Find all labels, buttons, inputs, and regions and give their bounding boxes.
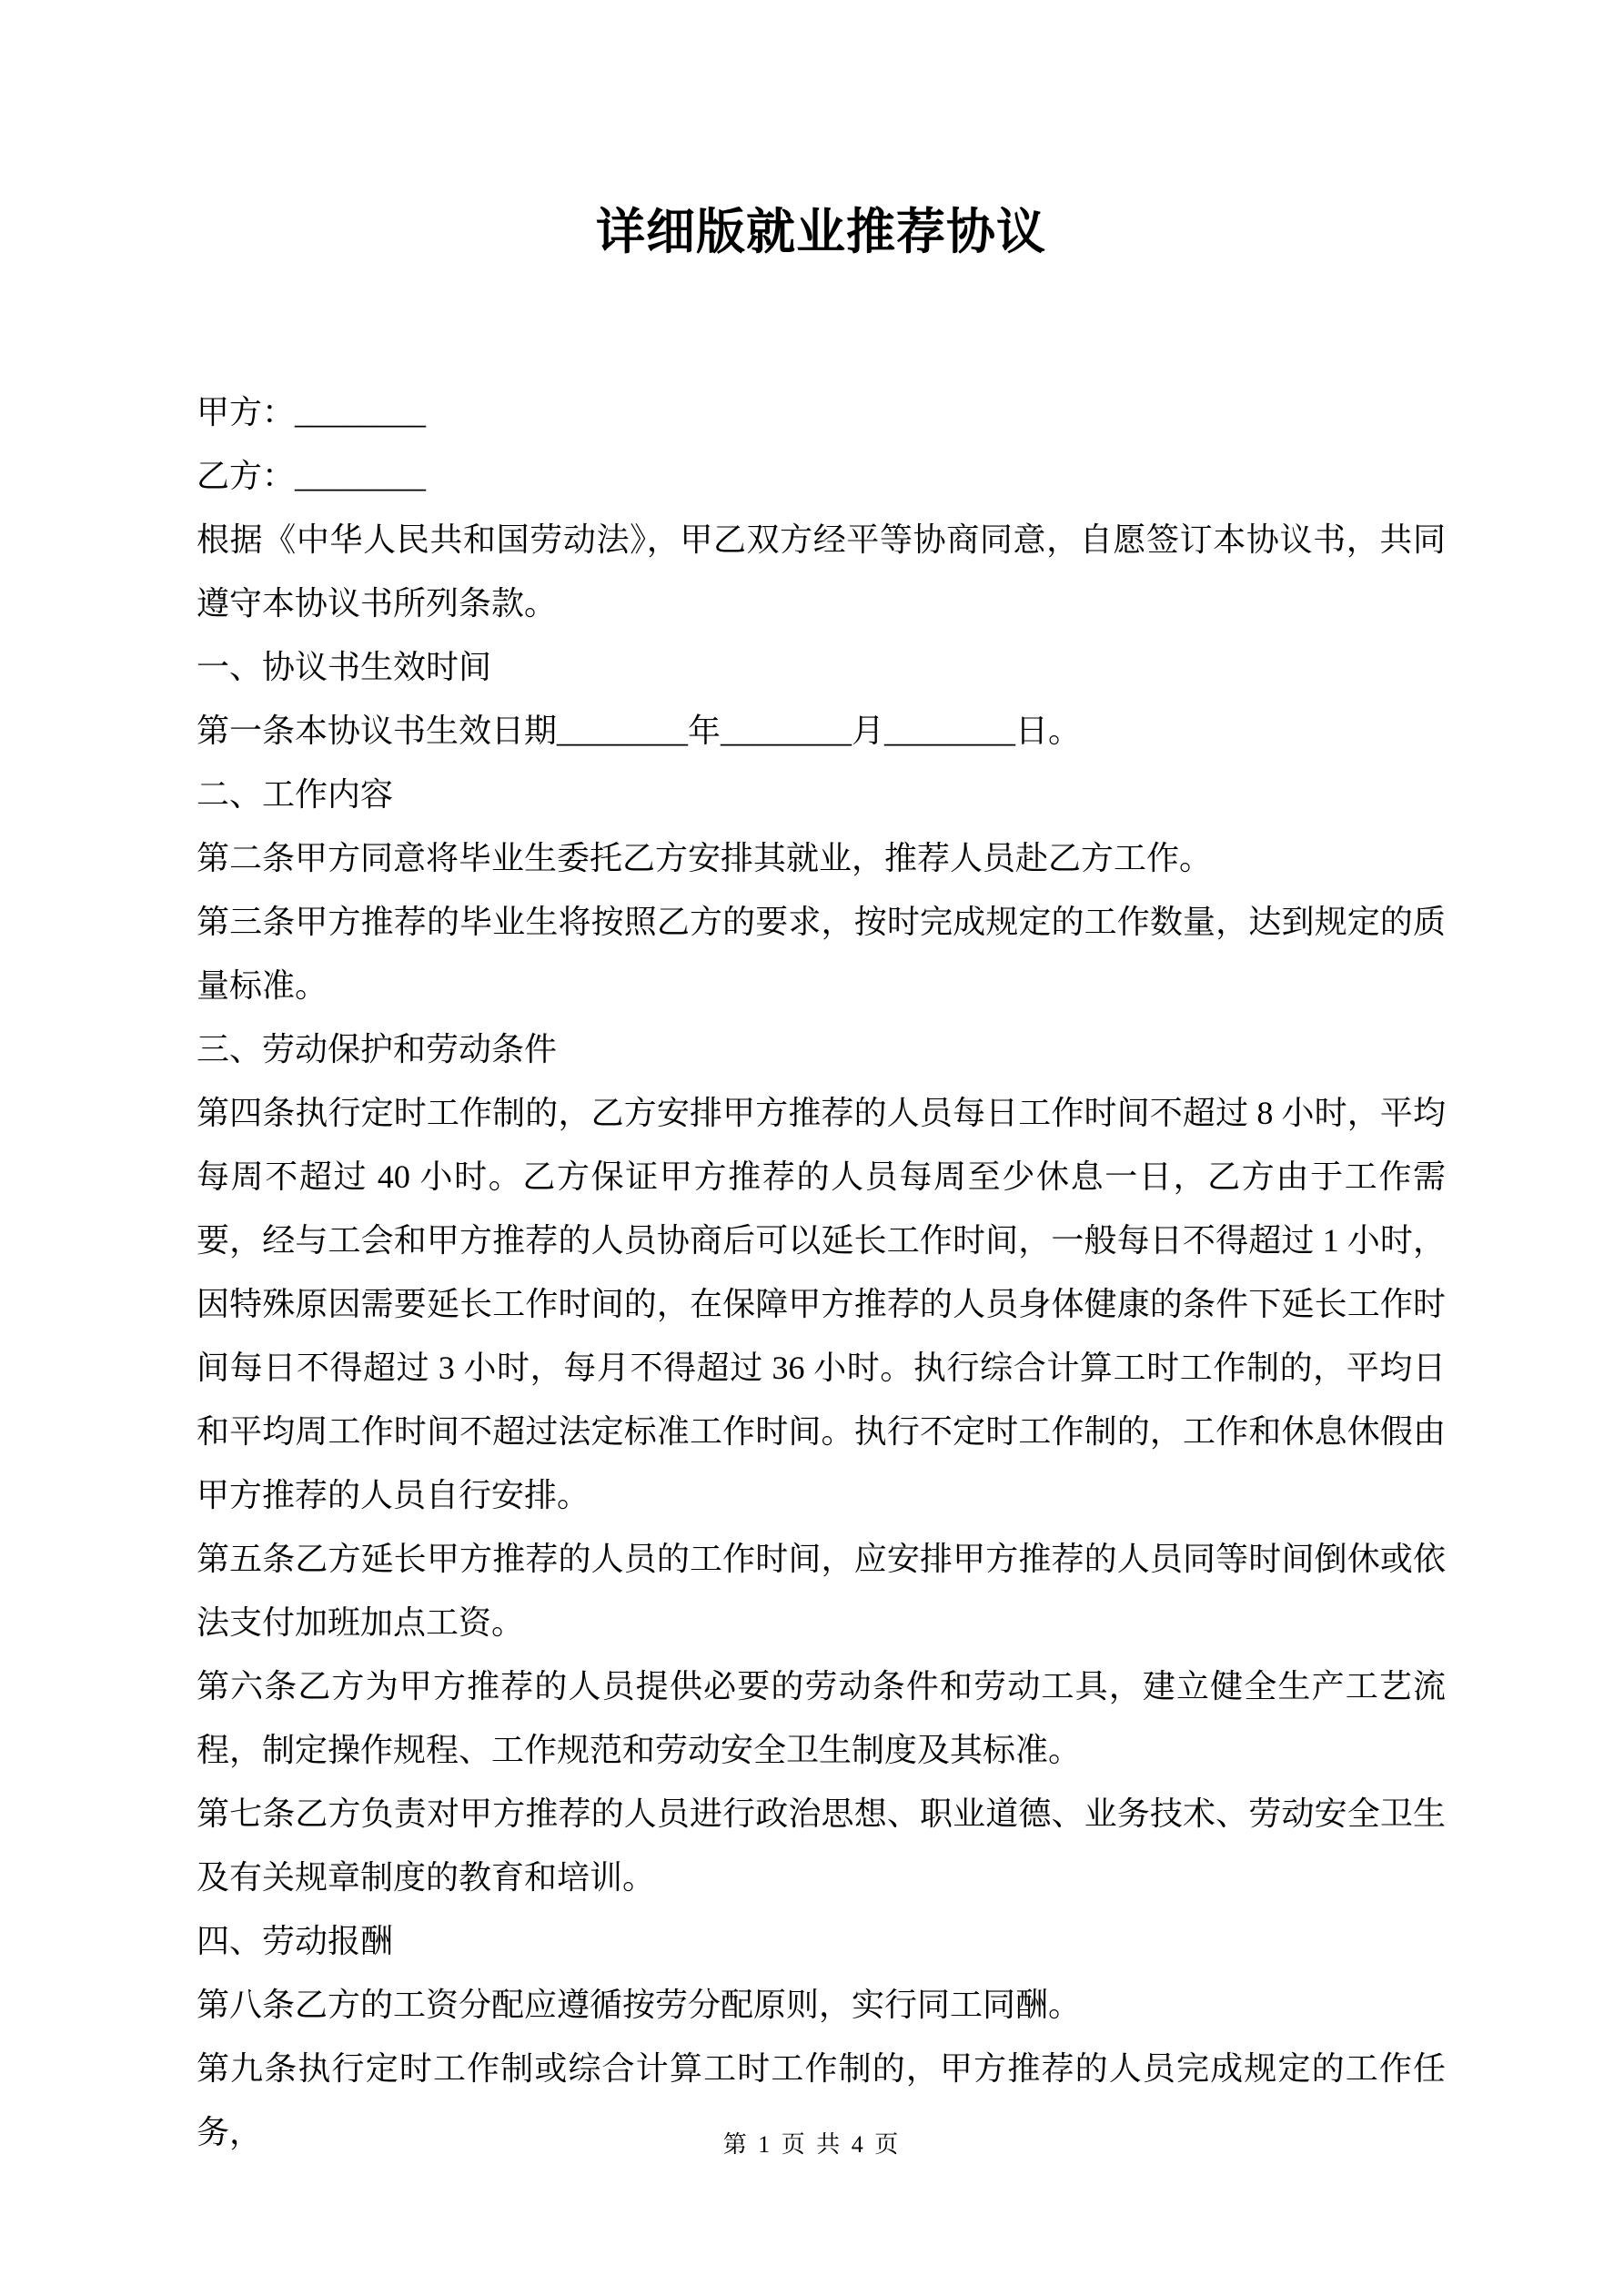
- party-b-line: 乙方：________: [197, 458, 427, 494]
- clause-2: 第二条甲方同意将毕业生委托乙方安排其就业，推荐人员赴乙方工作。: [197, 840, 1213, 876]
- clause-1: 第一条本协议书生效日期________年________月________日。: [197, 713, 1082, 749]
- section-3-heading: 三、劳动保护和劳动条件: [197, 1031, 558, 1067]
- clause-7: 第七条乙方负责对甲方推荐的人员进行政治思想、职业道德、业务技术、劳动安全卫生及有关规章制度的教育和培训。: [197, 1795, 1446, 1896]
- clause-9-partial: 第九条执行定时工作制或综合计算工时工作制的，甲方推荐的人员完成规定的工作任务，: [197, 2050, 1446, 2150]
- clause-8: 第八条乙方的工资分配应遵循按劳分配原则，实行同工同酬。: [197, 1987, 1082, 2023]
- section-4-heading: 四、劳动报酬: [197, 1923, 394, 1959]
- clause-6: 第六条乙方为甲方推荐的人员提供必要的劳动条件和劳动工具，建立健全生产工艺流程，制定操作规程、工作规范和劳动安全卫生制度及其标准。: [197, 1668, 1446, 1768]
- page-number-footer: 第 1 页 共 4 页: [722, 2131, 902, 2158]
- section-2-heading: 二、工作内容: [197, 776, 394, 813]
- clause-5: 第五条乙方延长甲方推荐的人员的工作时间，应安排甲方推荐的人员同等时间倒休或依法支付加班加点工资。: [197, 1541, 1446, 1641]
- document-title: 详细版就业推荐协议: [596, 205, 1046, 259]
- clause-3: 第三条甲方推荐的毕业生将按照乙方的要求，按时完成规定的工作数量，达到规定的质量标准。: [197, 904, 1446, 1004]
- party-a-line: 甲方：________: [197, 394, 427, 430]
- clause-4: 第四条执行定时工作制的，乙方安排甲方推荐的人员每日工作时间不超过 8 小时，平均每周不超过 40 小时。乙方保证甲方推荐的人员每周至少休息一日，乙方由于工作需要，经与工会和甲方推荐的人员协商后可以延长工作时间，一般每日不得超过 1 小时，因特殊原因需要延长工作时间的，在保障甲方推荐的人员身体健康的条件下延长工作时间每日不得超过 3 小时，每月不得超过 36 小时。执行综合计算工时工作制的，平均日和平均周工作时间不超过法定标准工作时间。执行不定时工作制的，工作和休息休假由甲方推荐的人员自行安排。: [197, 1095, 1446, 1513]
- section-1-heading: 一、协议书生效时间: [197, 649, 492, 685]
- preamble: 根据《中华人民共和国劳动法》，甲乙双方经平等协商同意，自愿签订本协议书，共同遵守本协议书所列条款。: [197, 521, 1446, 622]
- document-body: [197, 380, 1446, 2164]
